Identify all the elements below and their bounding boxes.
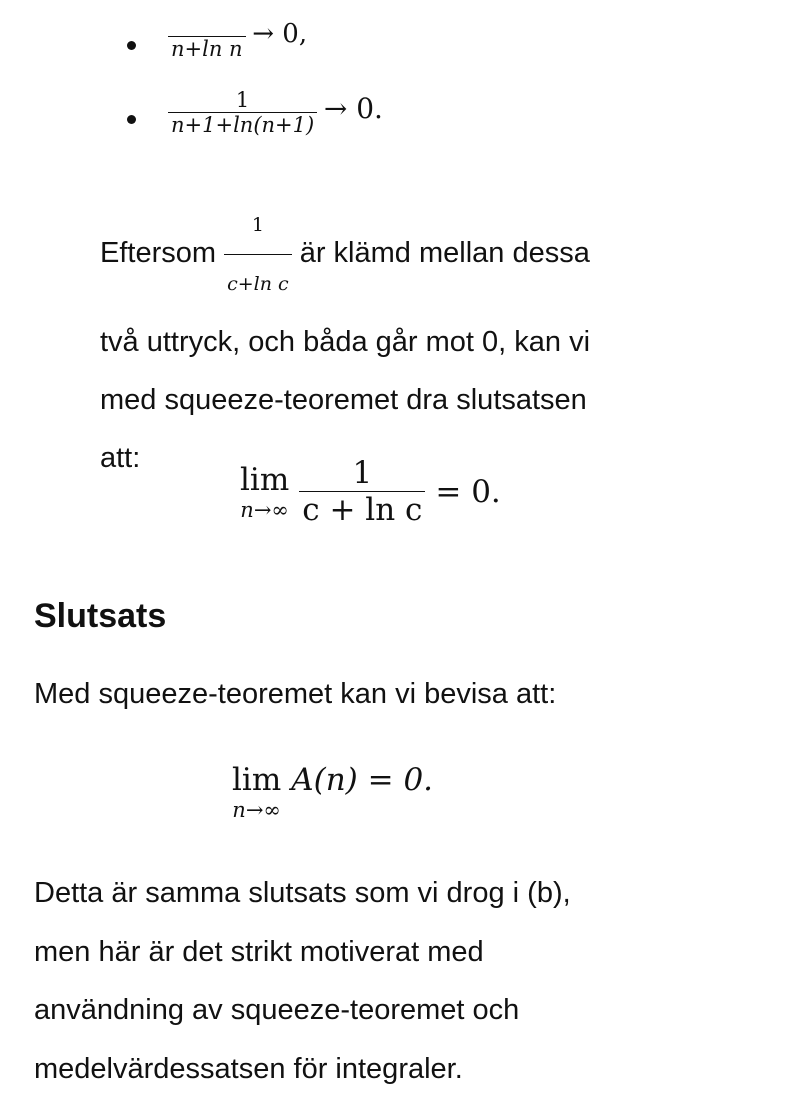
paragraph-squeeze: Eftersom $\frac{1}{\text{c+ln c}}$ är klämd mellan dessa två uttryck, och båda går mot 0, kan vi med squeeze-teoremet dra slutsatsen att: (100, 196, 590, 487)
paragraph-conclusion: Med squeeze-teoremet kan vi bevisa att: (34, 678, 557, 710)
inline-fraction: $\frac{1}{\text{c+ln c}}$ (224, 196, 292, 313)
section-heading: Slutsats (34, 597, 167, 635)
bullet-dot (127, 115, 136, 124)
bullet-expression-2: $\frac{1}{n+1+\ln(n+1)}$ → 0. (168, 88, 383, 137)
display-equation-2: lim n→∞ A(n) = 0. (232, 762, 434, 822)
display-equation-1: lim n→∞ $\frac{1}{\text{c + ln c}}$ = 0. (240, 455, 501, 528)
paragraph-final: Detta är samma slutsats som vi drog i (b), men här är det strikt motiverat med användning av squeeze-teoremet och medelvärdessatsen för integraler. (34, 877, 571, 1085)
bullet-dot (127, 41, 136, 50)
bullet-expression-1: n+ln n → 0, (168, 12, 307, 61)
